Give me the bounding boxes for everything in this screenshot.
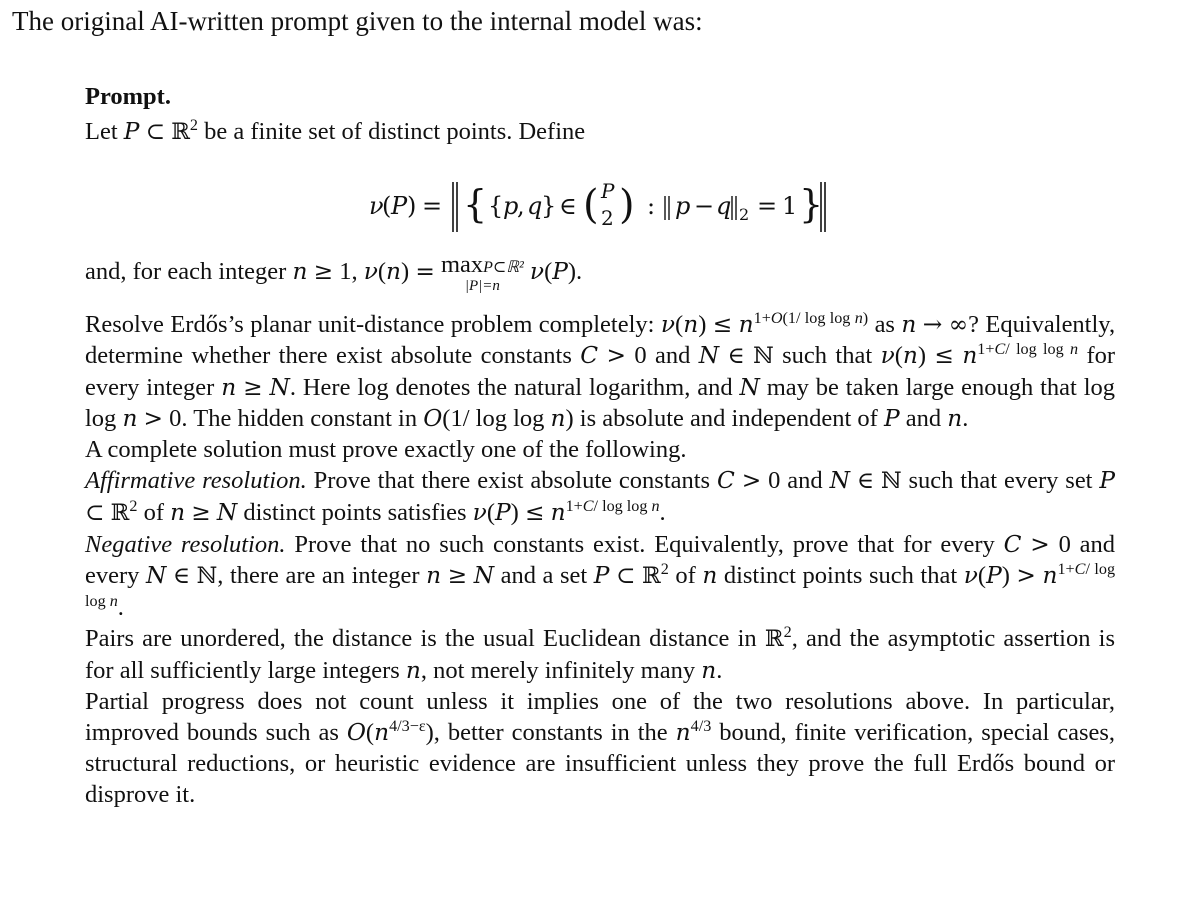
is-word: is xyxy=(579,405,597,432)
hidden-const-text: The hidden constant in xyxy=(193,405,418,432)
svg-text:): ) xyxy=(407,192,417,220)
resolve-text: Resolve Erdős’s planar unit-distance problem completely: xyxy=(85,311,655,338)
affirmative-text-4: distinct points satisfies xyxy=(243,499,467,526)
and-for-each-text: and, for each integer xyxy=(85,258,287,285)
definition-lead: be a finite set of distinct points. Define xyxy=(204,118,586,145)
affirmative-paragraph: Affirmative resolution. Prove that there exist absolute constants C > 0 and N ∈ ℕ such that every set P ⊂ ℝ$^2$ of n ≥ N distinct points satisfies $\nu(P) \le n^{1+C/ log log n}$. xyxy=(85,467,1116,526)
negative-label: Negative resolution. xyxy=(85,531,286,558)
may-be-taken-text: may be taken large enough that xyxy=(766,374,1077,401)
negative-text-2: and every xyxy=(85,531,1116,589)
svg-text:{: { xyxy=(463,182,488,226)
partial-text-1: Partial progress does not count unless it implies one of the two resolutions above. In particular, xyxy=(85,688,1115,715)
svg-text:2: 2 xyxy=(601,206,614,230)
svg-text:(: ( xyxy=(382,192,392,220)
max-operator xyxy=(440,251,524,295)
svg-text:2: 2 xyxy=(739,205,750,224)
problem-paragraph: Resolve Erdős’s planar unit-distance problem completely: $\nu(n) \le n^{1+O(1/ log log n)}$ as n → ∞? Equivalently, determine whether there exist absolute constants C > 0 and N ∈ ℕ such that $\nu(n) \le n^{1+C/ log log n}$ for every integer n ≥ N. Here log denotes the natural logarithm, and N may be taken large enough that log log n > 0. The hidden constant in O(1/ log log n) is absolute and independent of P and n. xyxy=(85,309,1116,432)
svg-text:P: P xyxy=(601,179,615,203)
display-formula xyxy=(85,170,1115,242)
and-n-word: and xyxy=(905,405,942,432)
partial-paragraph: Partial progress does not count unless it implies one of the two resolutions above. In particular, improved bounds such as $O(n^{4/3-\varepsilon})$, better constants in the $n^{4/3}$ bound, finite verification, special cases, structural reductions, or heuristic evidence are insufficient unless they prove the full Erdős bound or disprove it. xyxy=(85,688,1116,808)
svg-text:ν: ν xyxy=(369,192,384,220)
negative-text-3: there are an integer xyxy=(229,562,420,589)
absolute-independent-text: absolute and independent of xyxy=(602,405,878,432)
negative-text-6: distinct points xyxy=(723,562,863,589)
partial-text-4: bound, finite verification, xyxy=(719,719,974,746)
svg-text:=: = xyxy=(757,192,778,220)
svg-text:p: p xyxy=(675,192,691,220)
negative-text-4: and a set xyxy=(500,562,588,589)
pairs-text-2: and the asymptotic xyxy=(806,625,996,652)
as-text: as xyxy=(874,311,895,338)
svg-text:−: − xyxy=(694,192,715,220)
pairs-text-3: assertion is for all sufficiently large integers xyxy=(85,625,1115,684)
svg-text:P: P xyxy=(391,192,408,220)
negative-text-7: such that xyxy=(868,562,958,589)
for-every-integer-text: for every integer xyxy=(85,342,1116,401)
prompt-heading: Prompt. xyxy=(85,83,171,110)
complete-solution-line: A complete solution must prove exactly one of the following. xyxy=(85,436,687,463)
pairs-text-4: not merely infinitely many xyxy=(433,657,696,684)
svg-text:,: , xyxy=(517,192,525,220)
intro-line: The original AI-written prompt given to the internal model was: xyxy=(12,6,703,36)
definition-line: Let P ⊂ ℝ$^2$ be a finite set of distinct points. Define xyxy=(85,116,586,145)
svg-text:1: 1 xyxy=(782,192,798,220)
svg-text:): ) xyxy=(619,182,635,228)
max-subscript-2: |P|=n xyxy=(464,278,500,294)
max-subscript-1: P⊂ℝ² xyxy=(483,259,524,276)
max-label: max xyxy=(440,251,484,278)
pairs-text-1: Pairs are unordered, the distance is the usual Euclidean distance in xyxy=(85,625,757,652)
affirmative-such-that: such that xyxy=(908,467,998,494)
svg-text:{: { xyxy=(488,192,504,220)
such-that-text: such that xyxy=(782,342,873,369)
affirmative-and: and xyxy=(787,467,823,494)
svg-text:(: ( xyxy=(583,182,599,228)
negative-text-1: Prove that no such constants exist. Equivalently, prove that for every xyxy=(294,531,995,558)
formula-graphic xyxy=(85,170,1115,242)
partial-text-3: better constants in the xyxy=(447,719,668,746)
affirmative-text-3: of xyxy=(143,499,164,526)
svg-text:∈: ∈ xyxy=(559,192,577,220)
svg-text:=: = xyxy=(422,192,443,220)
partial-text-5: special cases, structural reductions, or heuristic evidence are insufficient unless they prove xyxy=(85,719,1116,777)
here-log-text: Here log denotes the natural logarithm, and xyxy=(302,374,733,401)
svg-text:p: p xyxy=(503,192,519,220)
prompt-body xyxy=(85,78,1115,810)
svg-text:q: q xyxy=(716,192,732,220)
svg-text:}: } xyxy=(799,182,824,226)
affirmative-text-1: Prove that there exist absolute constants xyxy=(313,467,711,494)
equivalently-text: Equivalently, determine whether there exist absolute constants xyxy=(85,311,1116,369)
affirmative-label: Affirmative resolution. xyxy=(85,467,307,494)
partial-text-2: improved bounds such as xyxy=(85,719,339,746)
pairs-paragraph: Pairs are unordered, the distance is the usual Euclidean distance in ℝ$^2$, and the asymptotic assertion is for all sufficiently large integers n, not merely infinitely many n. xyxy=(85,623,1115,684)
negative-paragraph: Negative resolution. Prove that no such constants exist. Equivalently, prove that for every C > 0 and every N ∈ ℕ, there are an integer n ≥ N and a set P ⊂ ℝ$^2$ of n distinct points such that $\nu(P) > n^{1+C/ log log n}$. xyxy=(85,531,1116,621)
negative-text-5: of xyxy=(675,562,696,589)
partial-text-6: the full Erdős bound or disprove it. xyxy=(85,750,1115,808)
definition-prefix: Let xyxy=(85,118,118,145)
svg-text:q: q xyxy=(527,192,543,220)
and-for-each-line: and, for each integer n ≥ 1, ν(n) = maxP⊂ℝ² |P|=n ν(P). xyxy=(85,251,583,294)
and-word: and xyxy=(654,342,691,369)
svg-text:}: } xyxy=(541,192,557,220)
svg-text::: : xyxy=(647,192,656,220)
affirmative-text-2: every set xyxy=(1003,467,1093,494)
